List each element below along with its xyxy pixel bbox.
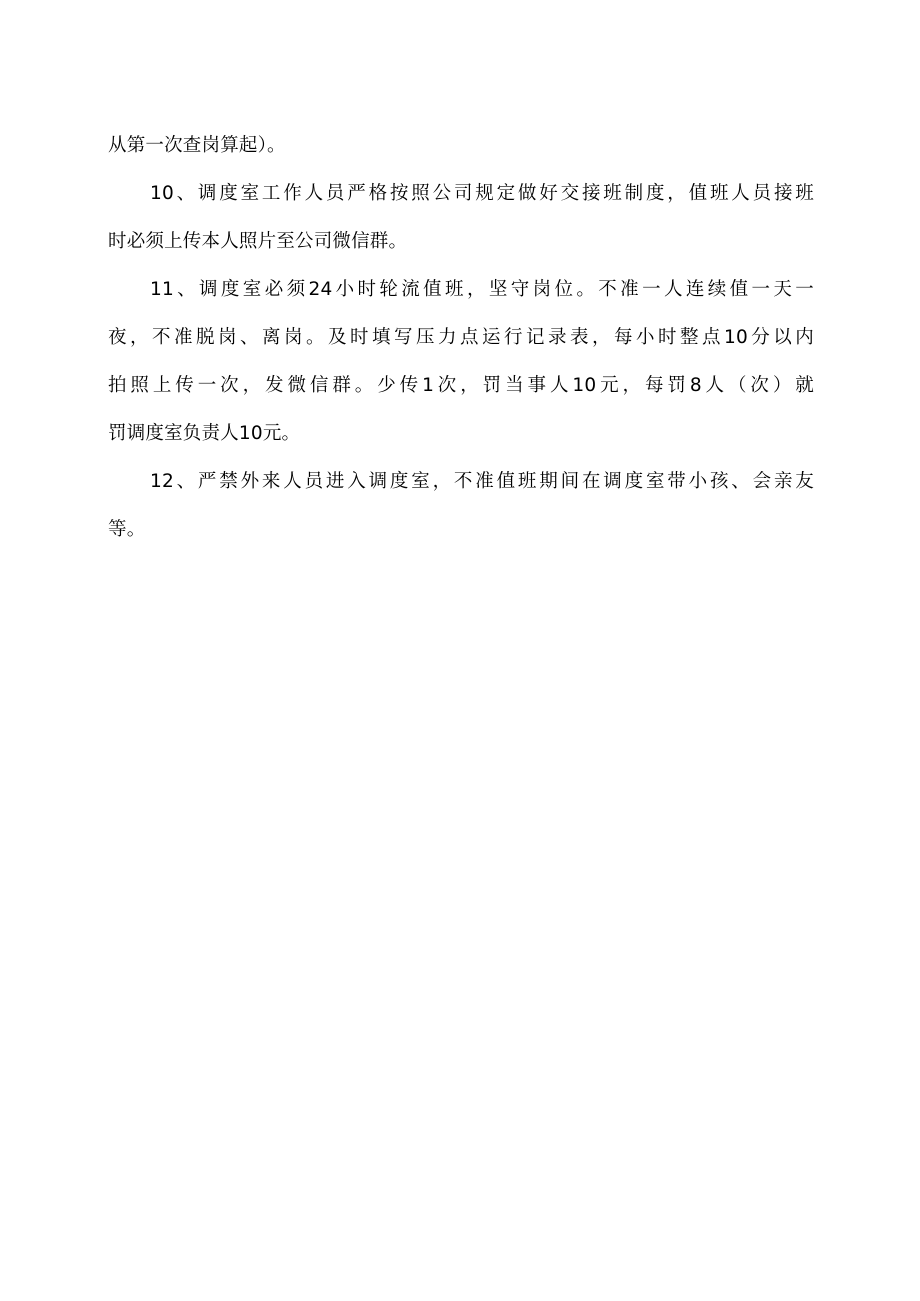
paragraph-line: 罚调度室负责人10元。 [108,423,301,444]
paragraph-line: 11、调度室必须24小时轮流值班，坚守岗位。不准一人连续值一天一 [150,279,814,300]
continuation-text: 从第一次查岗算起）。 [108,135,286,156]
paragraph-line: 时必须上传本人照片至公司微信群。 [108,231,408,252]
paragraph-11 [108,266,814,458]
paragraph-line: 等。 [108,519,146,540]
paragraph-line: 10、调度室工作人员严格按照公司规定做好交接班制度，值班人员接班 [150,183,814,204]
paragraph-12 [108,458,814,554]
paragraph-line: 夜，不准脱岗、离岗。及时填写压力点运行记录表，每小时整点10分以内 [108,327,814,348]
paragraph-line: 拍照上传一次，发微信群。少传1次，罚当事人10元，每罚8人（次）就 [108,375,814,396]
paragraph-10 [108,170,814,266]
document-body [108,122,814,554]
paragraph-line: 12、严禁外来人员进入调度室，不准值班期间在调度室带小孩、会亲友 [150,471,814,492]
